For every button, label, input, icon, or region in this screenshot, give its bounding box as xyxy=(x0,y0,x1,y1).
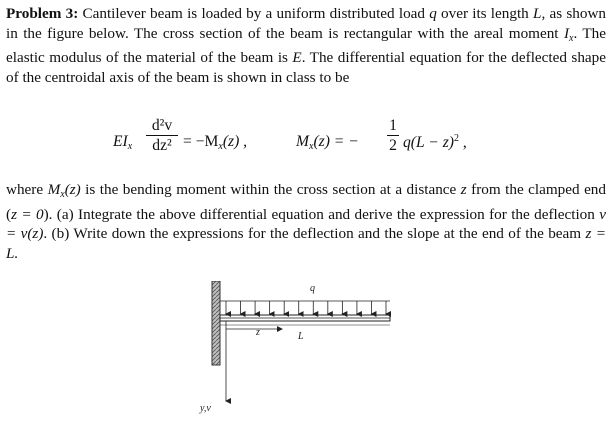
problem-paragraph-tasks: where $M_x(z)$ is the bending moment within the cross section at a distance z from the clamped end (z = 0). (a) Integrate the above differential equation and derive the expression for the deflection v = v(z). (b) Write down the expressions for the deflection and the slope at the end of the beam z = L. xyxy=(6,181,606,262)
cantilever-diagram xyxy=(196,281,416,421)
fraction-one-half: 1 2 xyxy=(387,117,399,154)
clamped-wall xyxy=(212,281,220,365)
load-label-q: q xyxy=(310,283,315,294)
problem-paragraph-intro: Problem 3: Cantilever beam is loaded by a uniform distributed load q over its length L, as shown in the figure below. The cross section of the beam is rectangular with the areal moment $I_x$. The elastic modulus of the material of the beam is E. The differential equation for the deflected shape of the centroidal axis of the beam is shown in class to be xyxy=(6,5,607,86)
length-label-L: L xyxy=(298,331,304,342)
axis-label-y-v: y,v xyxy=(200,403,211,414)
distributed-load-arrows xyxy=(226,301,386,314)
axis-label-z: z xyxy=(256,327,260,338)
fraction-d2v-dz2: d²v dz² xyxy=(146,117,178,154)
cantilever-figure xyxy=(196,281,416,421)
differential-equation: $EI_x$ d²v dz² = $-M_x(z)$ , $M_x(z)$ = − 1 2 $q(L - z)^2$ , xyxy=(113,117,467,154)
problem-label: Problem 3: xyxy=(6,5,79,22)
